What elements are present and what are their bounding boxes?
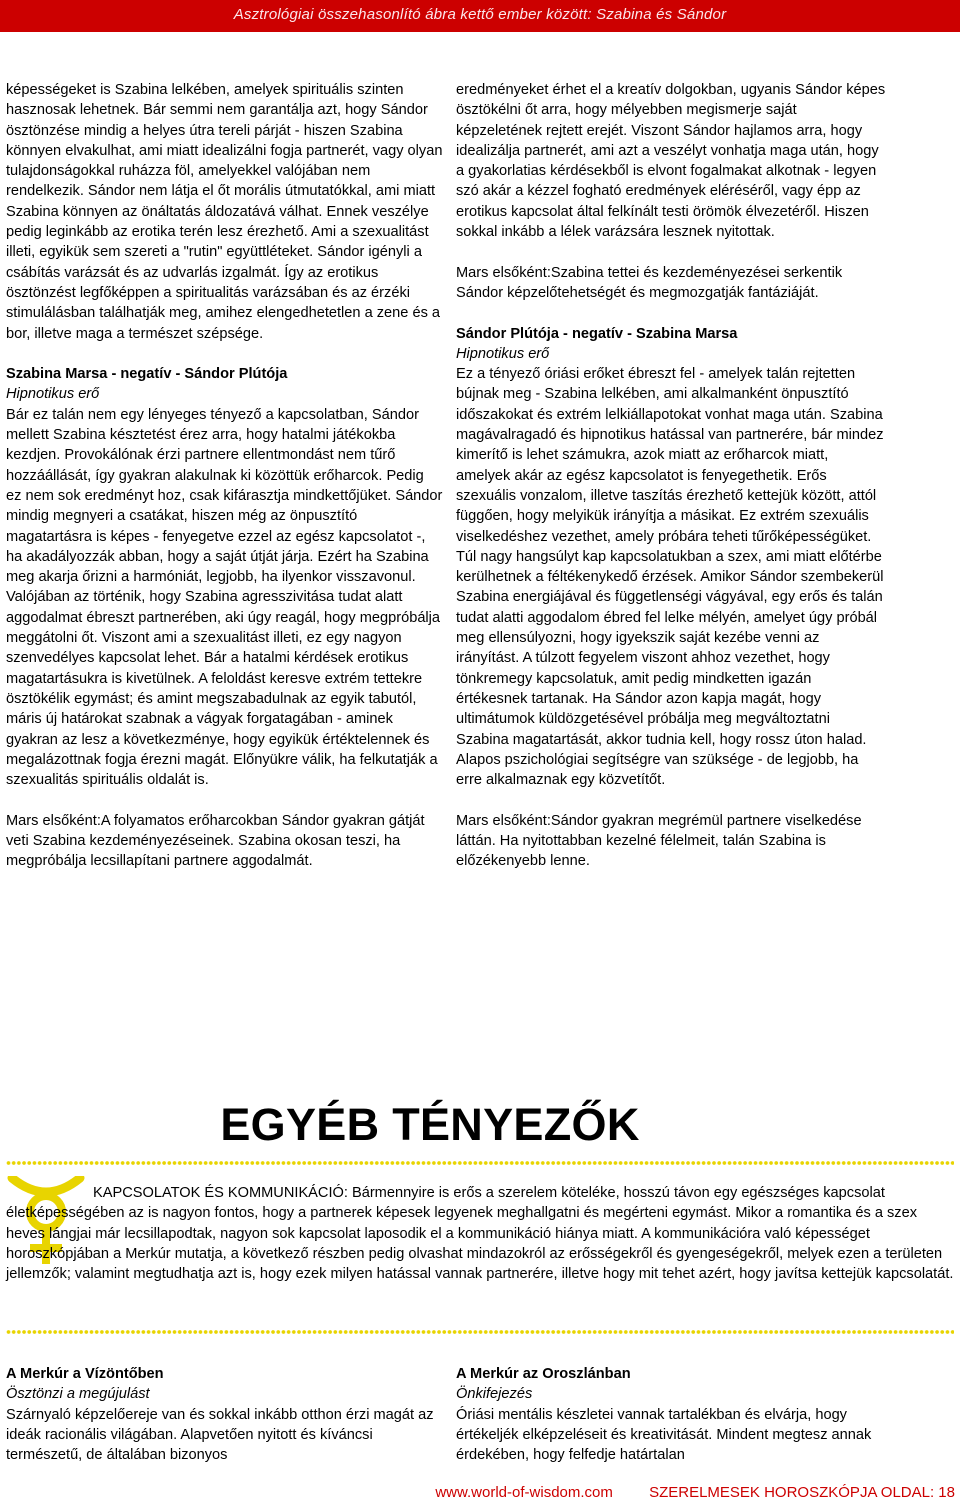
header-bar (0, 0, 960, 32)
left-section-subtitle: Hipnotikus erő (6, 386, 100, 403)
communication-text: Bármennyire is erős a szerelem köteléke, hosszú távon egy egészséges kapcsolat életképességében az is nagyon fontos, hogy a partnerek képesek legyenek meghallgatni és megérteni egymást. Mikor a romantika és a szex heves lángjai már lecsillapodtak, nagyon sok kapcsolat laposodik el a kommunikáció hiánya miatt. A kommunikációra való képességet horoszkópjában a Merkúr mutatja, a következő részben pedig olvashat mindazokról az erősségekről és gyengeségekről, melyek ezen a területen jellemzők; valamint megtudhatja azt is, hogy ezek milyen hatással vannak partnerére, illetve hogy mit tehet azért, hogy javítsa kettejük kapcsolatát. (6, 1185, 954, 1283)
left-section-title: Szabina Marsa - negatív - Sándor Plútója (6, 366, 288, 383)
header-title: Asztrológiai összehasonlító ábra kettő ember között: Szabina és Sándor (233, 6, 727, 23)
right-section-title: Sándor Plútója - negatív - Szabina Marsa (456, 325, 738, 342)
decorative-star-line-bottom (6, 1329, 954, 1335)
right-section-subtitle: Hipnotikus erő (456, 345, 550, 362)
left-intro-text: képességeket is Szabina lelkében, amelyek spirituális szinten hasznosak lehetnek. Bár semmi nem garantálja azt, hogy Sándor ösztönzése mindig a helyes útra tereli párját - hiszen Szabina könnyen elvakulhat, ami miatt idealizálni fogja partnerét, vagy olyan tulajdonságokkal ruházza föl, amelyekkel valójában nem rendelkezik. Sándor nem látja el őt morális útmutatókkal, ami miatt Szabina könnyen az önáltatás áldozatává válhat. Ennek veszélye pedig leginkább az erotika terén lesz érezhető. Ami a szexualitást illeti, egyikük sem szereti a "rutin" együttléteket. Sándor igényli a csábítás varázsát és az udvarlás izgalmát. Így az erotikus ösztönzést legfőképpen a spiritualitás varázsában és az érzéki stimulálásban találhatják meg, amihez elengedhetetlen a zene és a bor, illetve maga a természet szépsége. (6, 82, 443, 342)
right-mars-note-2: Mars elsőként:Sándor gyakran megrémül partnere viselkedése láttán. Ha nyitottabban kezelné félelmeit, talán Szabina is előzékenyebb lenne. (456, 812, 862, 870)
decorative-star-line-top (6, 1160, 954, 1166)
mercury-right-section (456, 1364, 886, 1465)
communication-section (6, 1183, 954, 1284)
right-section-text: Ez a tényező óriási erőket ébreszt fel - amelyek talán rejtetten bújnak meg - Szabina lelkében, ami alkalmanként önpusztító időszakokat és extrém lelkiállapotokat vonhat maga után. Szabina magávalragadó és hipnotikus hatással van partnerére, bár mindez kimerítő is lehet számukra, azok miatt az erőharcok miatt, amelyek akár az egész kapcsolatot is fenyegethetik. Erős szexuális vonzalom, illetve taszítás érezhető kettejük között, attól függően, hogy melyikük irányítja a másikat. Ez extrém szexuális viselkedéshez vezethet, amely próbára teheti tűrőképességüket. Túl nagy hangsúlyt kap kapcsolatukban a szex, ami miatt előtérbe kerülhetnek a féltékenykedő érzések. Amikor Sándor szembekerül Szabina energiájával és függetlenségi vágyával, egy erős és talán tudat alatti aggodalom ébred fel lelke mélyén, amelyet úgy próbál meg ellensúlyozni, hogy igyekszik saját kezébe venni az irányítást. A túlzott fegyelem viszont ahhoz vezethet, hogy tönkremegy kapcsolatuk, amit pedig mindketten igazán értékesnek tartanak. Ha Sándor azon kapja magát, hogy ultimátumok küldözgetésével próbálja meg megváltoztatni Szabina magatartását, akkor tudnia kell, hogy rossz úton halad. Alapos pszichológiai segítségre van szüksége - de legjobb, ha erre alkalmaznak egy közvetítőt. (456, 366, 884, 789)
footer (0, 1483, 955, 1503)
mercury-right-title: A Merkúr az Oroszlánban (456, 1366, 631, 1382)
mercury-left-section (6, 1364, 443, 1465)
right-intro-text: eredményeket érhet el a kreatív dolgokban, ugyanis Sándor képes ösztökélni őt arra, hogy mélyebben megismerje saját képzeletének rejtett erejét. Viszont Sándor hajlamos arra, hogy idealizálja partnerét, ami azt a veszélyt vonhatja maga után, hogy a gyakorlatias kérdésekből is elvont fogalmakat alkotnak - legyen szó akár a kézzel fogható eredmények eléréséről, vagy épp az erotikus kapcsolat által felkínált testi örömök élvezetéről. Hiszen sokkal inkább a lélek varázsára lesznek nyitottak. (456, 82, 886, 241)
left-mars-note: Mars elsőként:A folyamatos erőharcokban Sándor gyakran gátját veti Szabina kezdeményezéseinek. Szabina okosan teszi, ha megpróbálja lecsillapítani partnere aggodalmát. (6, 812, 425, 870)
mercury-left-subtitle: Ösztönzi a megújulást (6, 1386, 150, 1403)
left-section-text: Bár ez talán nem egy lényeges tényező a kapcsolatban, Sándor mellett Szabina késztetést érez arra, hogy hatalmi játékokba kezdjen. Provokálónak érzi partnere ellentmondást nem tűrő hozzáállását, így gyakran alakulnak ki közöttük erőharcok. Pedig ez nem sok eredményt hoz, csak kifárasztja mindkettőjüket. Sándor mindig megnyeri a csatákat, hiszen még az önpusztító magatartásra is képes - fenyegetve ezzel az egész kapcsolatot -, ha akadályozzák abban, hogy a saját útját járja. Ezért ha Szabina meg akarja őrizni a harmóniát, legjobb, ha ilyenkor visszavonul. Valójában az történik, hogy Szabina agresszivitása tudat alatt aggodalmat ébreszt partnerében, aki úgy reagál, hogy megpróbálja meggátolni őt. Viszont ami a szexualitást illeti, ez egy nagyon szenvedélyes kapcsolat lehet. Bár a hatalmi kérdések erotikus magatartásukra is kivetülnek. A feloldást keresve extrém tettekre ösztökélik egymást; és amint megszabadulnak az egyik tabutól, máris új határokat szabnak a vágyak forgatagában - aminek gyakran az lesz a következménye, hogy egyikük értéktelennek és megalázottnak fogja érezni magát. Előnyükre válik, ha felkutatják a szexualitás spirituális oldalát is. (6, 406, 443, 789)
other-factors-title: EGYÉB TÉNYEZŐK (220, 1099, 640, 1150)
left-column (6, 80, 443, 872)
mercury-right-text: Óriási mentális készletei vannak tartalékban és elvárja, hogy értékeljék elképzeléseit és kreativitását. Mindent megtesz annak érdekében, hogy felfedje határtalan (456, 1406, 872, 1464)
footer-page-label: SZERELMESEK HOROSZKÓPJA OLDAL: 18 (649, 1484, 955, 1501)
communication-heading: KAPCSOLATOK ÉS KOMMUNIKÁCIÓ: (93, 1185, 348, 1201)
footer-website-link[interactable]: www.world-of-wisdom.com (435, 1484, 613, 1501)
right-mars-note-1: Mars elsőként:Szabina tettei és kezdeményezései serkentik Sándor képzelőtehetségét és megmozgatják fantáziáját. (456, 264, 843, 301)
mercury-left-text: Szárnyaló képzelőereje van és sokkal inkább otthon érzi magát az ideák racionális világában. Alapvetően nyitott és kíváncsi természetű, de általában bizonyos (6, 1406, 434, 1464)
mercury-right-subtitle: Önkifejezés (456, 1386, 533, 1403)
right-column (456, 80, 886, 872)
mercury-left-title: A Merkúr a Vízöntőben (6, 1366, 164, 1382)
